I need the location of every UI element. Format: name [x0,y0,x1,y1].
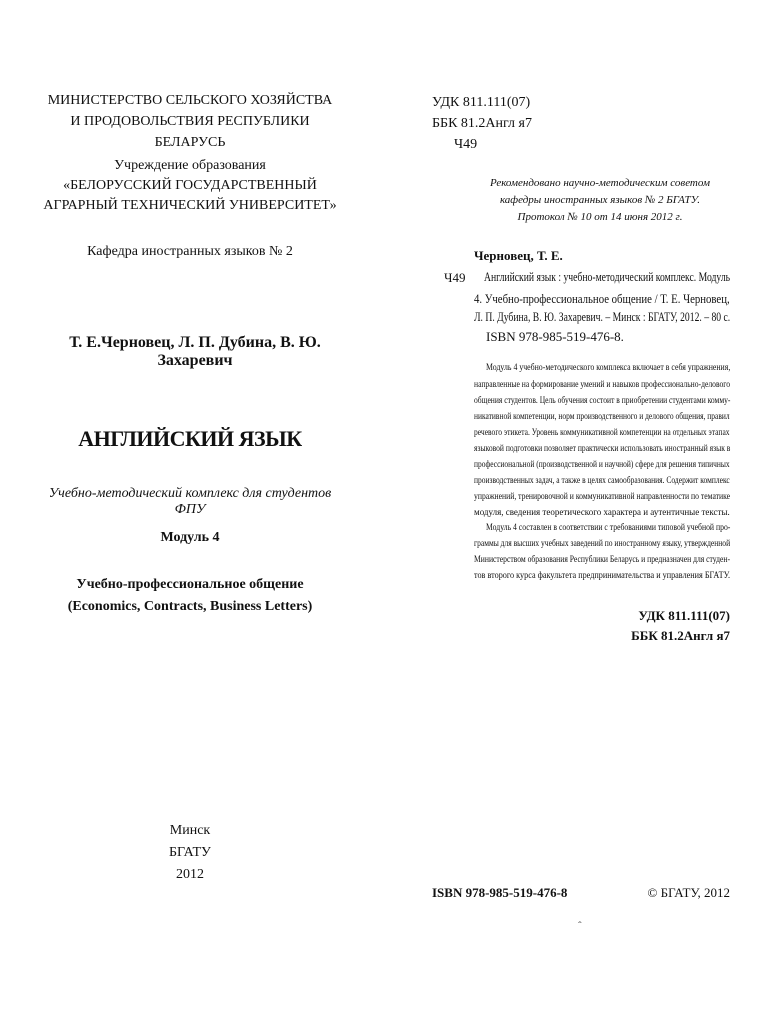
page-mark: ˆ [578,920,582,932]
annotation-line: Министерством образования Республики Беларусь и предназначен для студен- [474,554,731,565]
module-label: Модуль 4 [160,530,220,545]
imprint [40,820,340,886]
institution-block [40,156,340,216]
bbk-code: ББК 81.2Англ я7 [432,116,532,131]
udk-code: УДК 811.111(07) [432,95,531,110]
annotation-line: граммы для высших учебных заведений по иностранному языку, утвержденной [474,538,731,549]
ministry-line: МИНИСТЕРСТВО СЕЛЬСКОГО ХОЗЯЙСТВА [47,93,333,108]
ministry-heading [40,90,340,153]
annotation-line: Модуль 4 составлен в соответствии с требованиями типовой учебной про- [486,522,731,533]
annotation-line: направленные на формирование умений и навыков профессионально-делового [474,379,731,390]
recommendation-line: Протокол № 10 от 14 июня 2012 г. [517,211,683,223]
book-subtitle: Учебно-методический комплекс для студентов ФПУ [48,486,332,517]
author-sign: Ч49 [454,137,478,152]
imprint-year: 2012 [176,867,204,882]
udk-bottom [560,606,730,646]
biblio-line: 4. Учебно-профессиональное общение / Т. Е. Черновец, [474,291,730,306]
book-title: АНГЛИЙСКИЙ ЯЗЫК [78,426,302,451]
annotation-line: общения студентов. Цель обучения состоит в приобретении студентами комму- [474,395,731,406]
udk-code: УДК 811.111(07) [638,608,730,623]
institution-line: Учреждение образования [114,158,266,173]
annotation-line: речевого этикета. Уровень коммуникативной компетенции на отдельных этапах [474,427,730,438]
ministry-line: И ПРОДОВОЛЬСТВИЯ РЕСПУБЛИКИ БЕЛАРУСЬ [70,114,310,150]
annotation-line: модуля, сведения теоретического характера и аутентичные тексты. [474,507,730,518]
annotation-line: упражнений, тренировочной и коммуникативной направленности по тематике [474,491,731,502]
annotation-line: профессиональной (производственной и научной) сфере для решения типичных [474,459,730,470]
annotation-line: языковой подготовки позволяет практически использовать иностранный язык в [474,443,731,454]
institution-line: «БЕЛОРУССКИЙ ГОСУДАРСТВЕННЫЙ [63,178,317,193]
biblio-line: Л. П. Дубина, В. Ю. Захаревич. – Минск : БГАТУ, 2012. – 80 с. [474,309,731,324]
biblio-author: Черновец, Т. Е. [474,248,563,263]
annotation-line: Модуль 4 учебно-методического комплекса включает в себя упражнения, [486,362,731,373]
topic-block [40,574,340,618]
udk-top [432,92,532,155]
biblio-line: ISBN 978-985-519-476-8. [486,329,624,344]
recommendation-note [470,175,730,226]
institution-line: АГРАРНЫЙ ТЕХНИЧЕСКИЙ УНИВЕРСИТЕТ» [43,198,337,213]
biblio-code: Ч49 [444,270,466,285]
annotation-line: никативной компетенции, норм производственного и делового общения, правил [474,411,730,422]
topic-line: (Economics, Contracts, Business Letters) [67,599,313,614]
annotation-line: тов второго курса факультета предпринимательства и управления БГАТУ. [474,570,731,581]
topic-line: Учебно-профессиональное общение [76,577,304,592]
isbn: ISBN 978-985-519-476-8 [432,885,568,900]
bbk-code: ББК 81.2Англ я7 [631,628,730,643]
biblio-line: Английский язык : учебно-методический комплекс. Модуль [484,269,731,284]
copyright: © БГАТУ, 2012 [647,885,730,900]
department-name: Кафедра иностранных языков № 2 [87,244,293,259]
recommendation-line: Рекомендовано научно-методическим советом [490,177,710,189]
recommendation-line: кафедры иностранных языков № 2 БГАТУ. [499,194,701,206]
annotation-line: производственных задач, а также в целях самообразования. Содержит комплекс [474,475,730,486]
imprint-city: Минск [169,823,211,838]
imprint-publisher: БГАТУ [169,845,211,860]
authors: Т. Е.Черновец, Л. П. Дубина, В. Ю. Захаревич [69,334,321,369]
